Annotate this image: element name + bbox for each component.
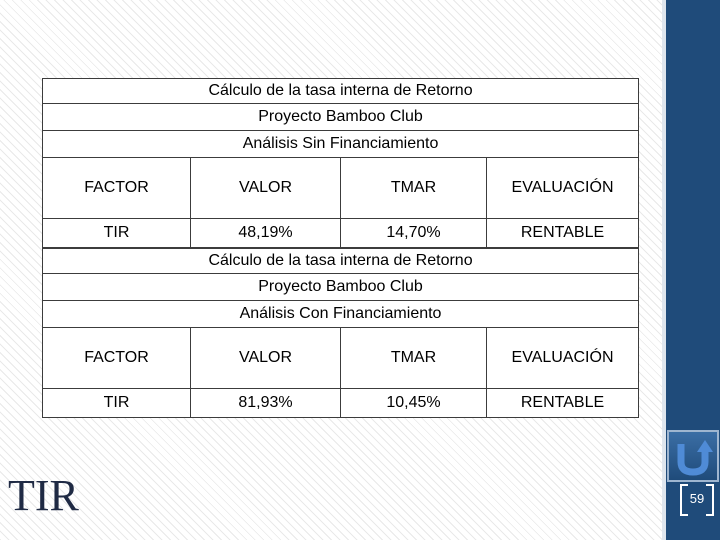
cell-evaluacion: RENTABLE [487,219,639,248]
cell-tmar: 14,70% [341,219,487,248]
cell-factor: TIR [43,219,191,248]
table-row [43,389,639,418]
table-project: Proyecto Bamboo Club [43,104,639,131]
col-header-valor: VALOR [191,158,341,219]
bracket-right [706,484,714,516]
col-header-valor: VALOR [191,328,341,389]
cell-valor: 48,19% [191,219,341,248]
table-analysis: Análisis Sin Financiamiento [43,131,639,158]
col-header-factor: FACTOR [43,158,191,219]
table-title: Cálculo de la tasa interna de Retorno [43,249,639,274]
table-analysis: Análisis Con Financiamiento [43,301,639,328]
return-button[interactable] [667,430,719,482]
slide-label: TIR [8,471,79,520]
cell-factor: TIR [43,389,191,418]
page-number-text: 59 [689,491,705,506]
page-number [680,484,714,514]
cell-evaluacion: RENTABLE [487,389,639,418]
tir-table-sin-financiamiento [42,78,639,248]
table-project: Proyecto Bamboo Club [43,274,639,301]
table-row [43,219,639,248]
col-header-evaluacion: EVALUACIÓN [487,158,639,219]
col-header-factor: FACTOR [43,328,191,389]
table-title: Cálculo de la tasa interna de Retorno [43,79,639,104]
col-header-evaluacion: EVALUACIÓN [487,328,639,389]
tir-table-con-financiamiento [42,248,639,418]
bracket-left [680,484,688,516]
u-turn-arrow-icon [669,432,717,480]
col-header-tmar: TMAR [341,158,487,219]
cell-tmar: 10,45% [341,389,487,418]
col-header-tmar: TMAR [341,328,487,389]
cell-valor: 81,93% [191,389,341,418]
